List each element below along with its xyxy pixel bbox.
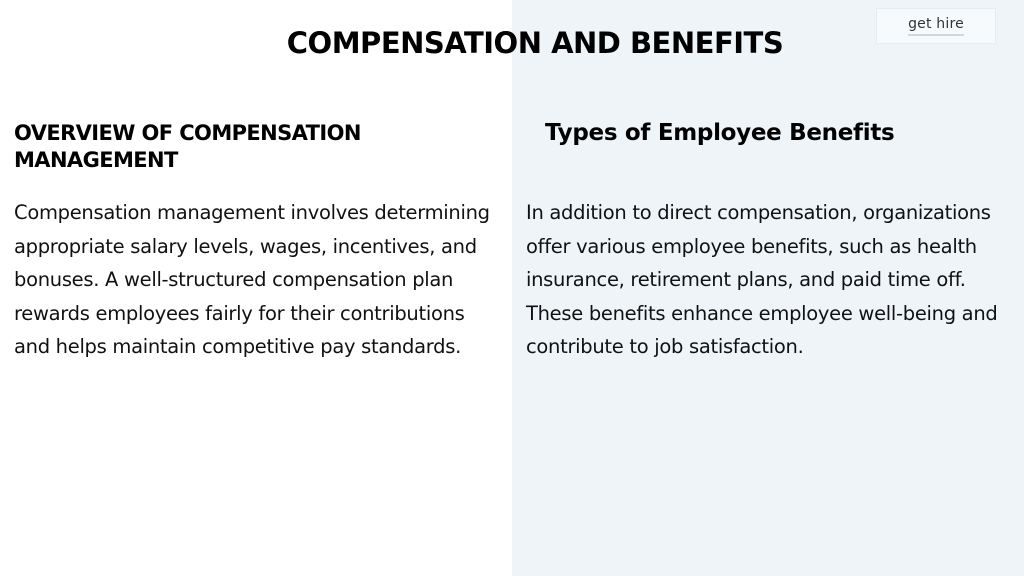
page-title: COMPENSATION AND BENEFITS: [286, 26, 784, 60]
benefits-heading: Types of Employee Benefits: [545, 120, 895, 146]
overview-body-text: Compensation management involves determining appropriate salary levels, wages, incentives, and bonuses. A well-structured compensation plan rewards employees fairly for their contributions and helps maintain competitive pay standards.: [14, 201, 490, 358]
benefits-body-text: In addition to direct compensation, organizations offer various employee benefits, such as health insurance, retirement plans, and paid time off. These benefits enhance employee well-being and contribute to job satisfaction.: [526, 201, 998, 358]
overview-heading: OVERVIEW OF COMPENSATION MANAGEMENT: [14, 121, 361, 172]
logo-text: get hire: [908, 16, 964, 32]
